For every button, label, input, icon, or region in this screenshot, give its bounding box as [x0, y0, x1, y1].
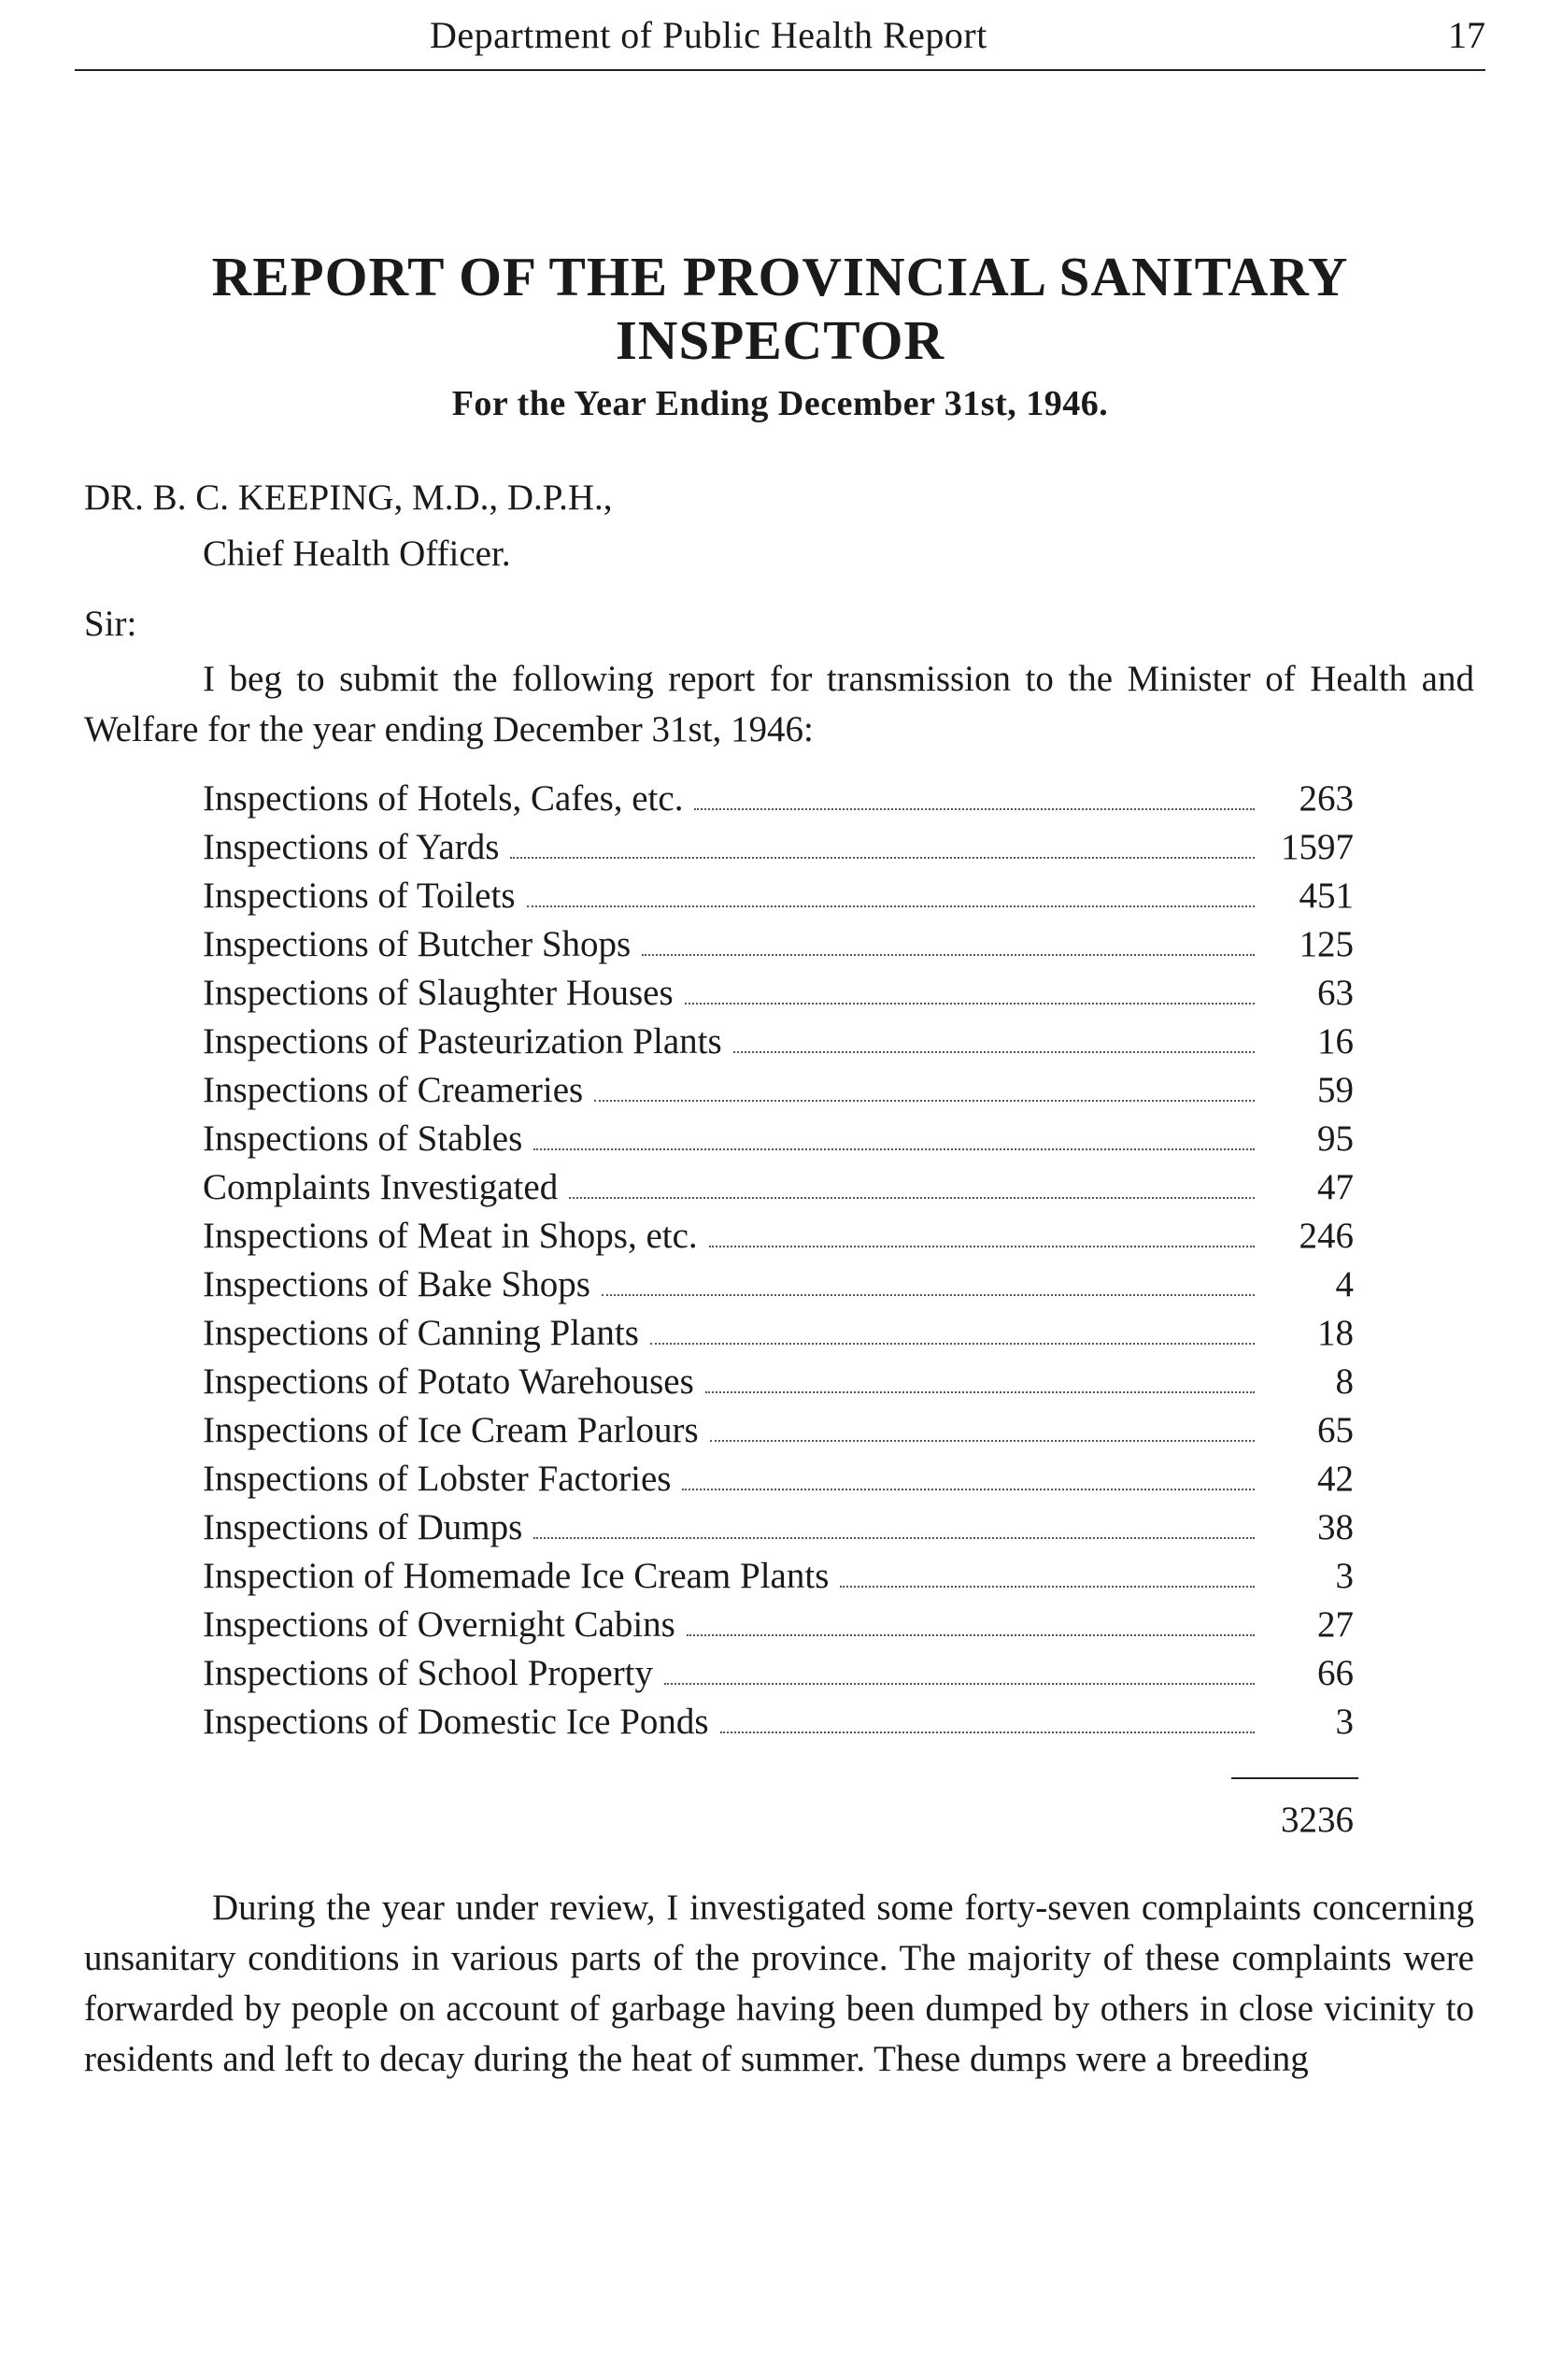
stat-value: 125 — [1299, 924, 1354, 964]
stat-value: 451 — [1299, 876, 1354, 916]
stat-label: Inspections of Pasteurization Plants — [203, 1021, 722, 1062]
stat-label: Inspections of Toilets — [203, 876, 516, 916]
dot-leader — [650, 1332, 1255, 1345]
table-row — [203, 1455, 1354, 1504]
stat-label: Inspections of School Property — [203, 1653, 654, 1693]
table-row — [203, 1601, 1354, 1649]
closing-paragraph: During the year under review, I investigated some forty-seven complaints concerning unsanitary conditions in various parts of the province. The majority of these complaints were forwarded by people on account of garbage having been dumped by others in close vicinity to residents and left to decay during the heat of summer. These dumps were a breeding — [84, 1888, 1474, 2079]
table-row — [203, 920, 1354, 969]
dot-leader — [710, 1429, 1255, 1442]
stat-label: Inspections of Dumps — [203, 1507, 523, 1547]
addressee-title: Chief Health Officer. — [203, 534, 511, 574]
stat-value: 47 — [1317, 1167, 1354, 1207]
salutation: Sir: — [84, 604, 137, 644]
total-rule — [1231, 1777, 1358, 1779]
table-row — [203, 872, 1354, 920]
table-row — [203, 1358, 1354, 1406]
report-title-line-2: INSPECTOR — [615, 309, 945, 371]
table-row — [203, 1066, 1354, 1115]
stat-value: 63 — [1317, 973, 1354, 1013]
header-rule — [75, 69, 1485, 71]
stat-label: Complaints Investigated — [203, 1167, 559, 1207]
stat-value: 4 — [1335, 1264, 1354, 1304]
stat-label: Inspection of Homemade Ice Cream Plants — [203, 1556, 830, 1596]
dot-leader — [569, 1186, 1255, 1199]
table-row — [203, 969, 1354, 1018]
stat-label: Inspections of Bake Shops — [203, 1264, 590, 1304]
table-row — [203, 1261, 1354, 1309]
stat-label: Inspections of Stables — [203, 1119, 523, 1159]
table-row — [203, 1115, 1354, 1163]
stat-value: 1597 — [1281, 827, 1354, 867]
table-row — [203, 1649, 1354, 1698]
dot-leader — [664, 1672, 1255, 1685]
running-head — [75, 13, 1485, 62]
total-value: 3236 — [1281, 1800, 1354, 1840]
stat-label: Inspections of Slaughter Houses — [203, 973, 674, 1013]
dot-leader — [840, 1575, 1255, 1588]
intro-paragraph: I beg to submit the following report for transmission to the Minister of Health and Welfare for the year ending December 31st, 1946: — [84, 659, 1474, 749]
inspection-statistics-table — [203, 775, 1354, 1746]
table-row — [203, 1552, 1354, 1601]
dot-leader — [594, 1089, 1255, 1102]
stat-value: 263 — [1299, 778, 1354, 819]
report-title-line-1: REPORT OF THE PROVINCIAL SANITARY — [211, 246, 1349, 307]
running-title: Department of Public Health Report — [430, 14, 987, 56]
stat-label: Inspections of Potato Warehouses — [203, 1361, 694, 1402]
table-row — [203, 1698, 1354, 1746]
dot-leader — [720, 1720, 1255, 1733]
table-row — [203, 1212, 1354, 1261]
stat-label: Inspections of Domestic Ice Ponds — [203, 1702, 709, 1742]
dot-leader — [694, 797, 1255, 810]
stat-label: Inspections of Yards — [203, 827, 500, 867]
table-row — [203, 1018, 1354, 1066]
stat-label: Inspections of Hotels, Cafes, etc. — [203, 778, 684, 819]
addressee-name: DR. B. C. KEEPING, M.D., D.P.H., — [84, 477, 613, 518]
stat-label: Inspections of Creameries — [203, 1070, 584, 1110]
stat-value: 246 — [1299, 1216, 1354, 1256]
report-subtitle: For the Year Ending December 31st, 1946. — [451, 384, 1109, 423]
stat-value: 59 — [1317, 1070, 1354, 1110]
stat-value: 66 — [1317, 1653, 1354, 1693]
stat-value: 3 — [1335, 1556, 1354, 1596]
stat-value: 42 — [1317, 1459, 1354, 1499]
stat-value: 18 — [1317, 1313, 1354, 1353]
stat-value: 8 — [1335, 1361, 1354, 1402]
table-row — [203, 823, 1354, 872]
stat-value: 65 — [1317, 1410, 1354, 1450]
stat-value: 38 — [1317, 1507, 1354, 1547]
stat-value: 27 — [1317, 1604, 1354, 1645]
dot-leader — [705, 1380, 1255, 1393]
dot-leader — [733, 1040, 1255, 1053]
dot-leader — [682, 1477, 1255, 1490]
dot-leader — [602, 1283, 1255, 1296]
stat-label: Inspections of Canning Plants — [203, 1313, 639, 1353]
dot-leader — [642, 943, 1255, 956]
table-row — [203, 1163, 1354, 1212]
stat-value: 95 — [1317, 1119, 1354, 1159]
table-row — [203, 1504, 1354, 1552]
dot-leader — [527, 894, 1255, 907]
stat-label: Inspections of Ice Cream Parlours — [203, 1410, 699, 1450]
dot-leader — [685, 991, 1255, 1005]
stat-label: Inspections of Meat in Shops, etc. — [203, 1216, 698, 1256]
stat-value: 16 — [1317, 1021, 1354, 1062]
dot-leader — [510, 846, 1255, 859]
dot-leader — [709, 1234, 1255, 1247]
table-row — [203, 1406, 1354, 1455]
table-row — [203, 1309, 1354, 1358]
report-title — [75, 245, 1485, 372]
dot-leader — [687, 1623, 1255, 1636]
dot-leader — [533, 1137, 1255, 1150]
stat-label: Inspections of Lobster Factories — [203, 1459, 672, 1499]
stat-label: Inspections of Butcher Shops — [203, 924, 632, 964]
dot-leader — [533, 1526, 1255, 1539]
stat-value: 3 — [1335, 1702, 1354, 1742]
table-row — [203, 775, 1354, 823]
page-number: 17 — [1448, 14, 1485, 56]
stat-label: Inspections of Overnight Cabins — [203, 1604, 675, 1645]
